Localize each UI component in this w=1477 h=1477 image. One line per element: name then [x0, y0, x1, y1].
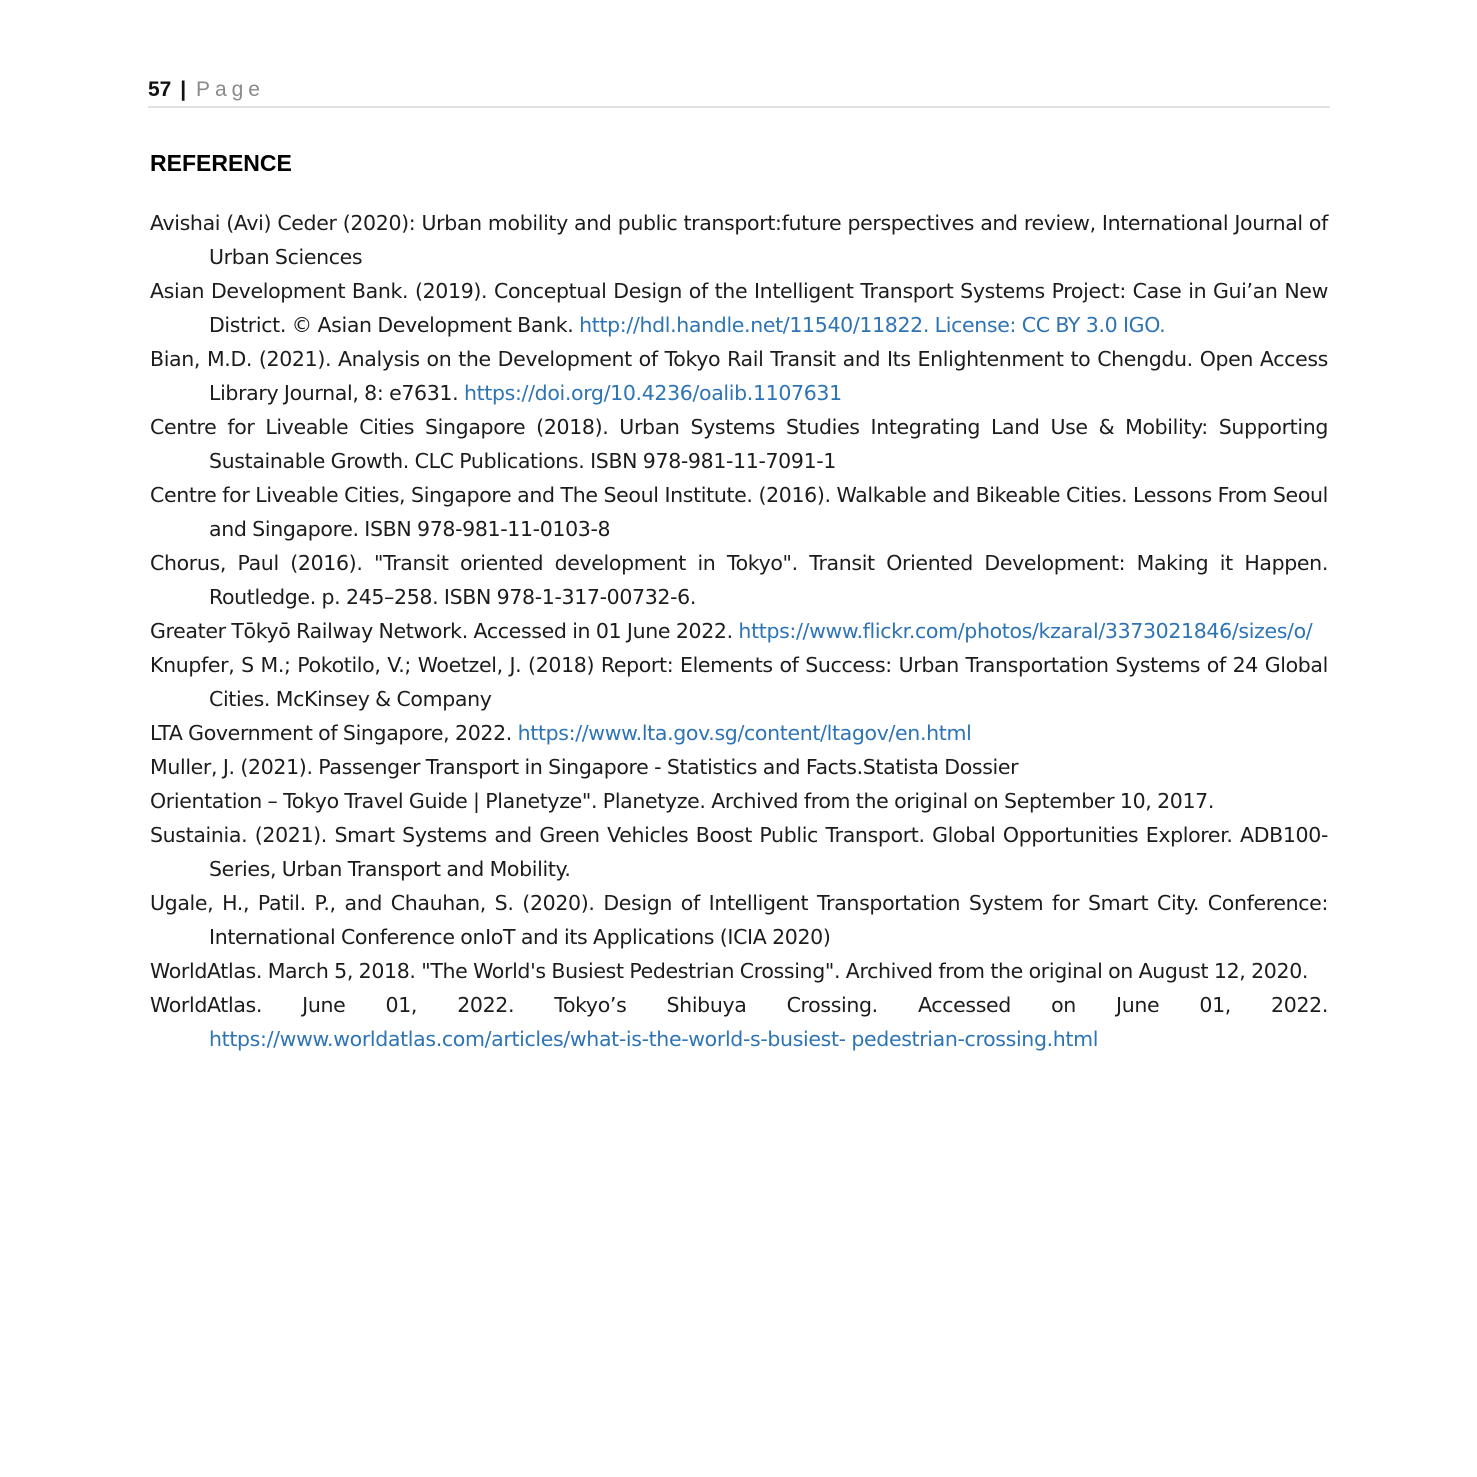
reference-text: Centre for Liveable Cities Singapore (2018). Urban Systems Studies Integrating Land Use & Mobility: Supporting Sustainable Growth. CLC Publications. ISBN 978-981-11-7091-1	[150, 415, 1328, 473]
reference-item	[150, 342, 1328, 410]
reference-item	[150, 818, 1328, 886]
reference-text: WorldAtlas. March 5, 2018. "The World's Busiest Pedestrian Crossing". Archived from the original on August 12, 2020.	[150, 959, 1309, 983]
reference-item	[150, 614, 1328, 648]
reference-link[interactable]: https://doi.org/10.4236/oalib.1107631	[463, 381, 842, 405]
reference-link[interactable]: http://hdl.handle.net/11540/11822. License: CC BY 3.0 IGO.	[579, 313, 1166, 337]
section-title: REFERENCE	[150, 150, 292, 176]
reference-text: Muller, J. (2021). Passenger Transport in Singapore - Statistics and Facts.Statista Dossier	[150, 755, 1019, 779]
reference-item	[150, 988, 1328, 1056]
reference-item	[150, 546, 1328, 614]
reference-text: Knupfer, S M.; Pokotilo, V.; Woetzel, J. (2018) Report: Elements of Success: Urban Transportation Systems of 24 Global Cities. McKinsey & Company	[150, 653, 1328, 711]
reference-item	[150, 886, 1328, 954]
reference-link[interactable]: https://www.flickr.com/photos/kzaral/3373021846/sizes/o/	[738, 619, 1313, 643]
reference-text: Sustainia. (2021). Smart Systems and Green Vehicles Boost Public Transport. Global Opportunities Explorer. ADB100-Series, Urban Transport and Mobility.	[150, 823, 1328, 881]
reference-link[interactable]: https://www.worldatlas.com/articles/what-is-the-world-s-busiest- pedestrian-crossing.html	[209, 1027, 1099, 1051]
reference-item	[150, 954, 1328, 988]
reference-text: LTA Government of Singapore, 2022.	[150, 721, 518, 745]
reference-text: Greater Tōkyō Railway Network. Accessed in 01 June 2022.	[150, 619, 739, 643]
page-header	[148, 76, 1330, 108]
reference-item	[150, 206, 1328, 274]
page-label: Page	[195, 78, 265, 101]
reference-text: Asian Development Bank. (2019). Conceptual Design of the Intelligent Transport Systems Project: Case in Gui’an New District. © Asian Development Bank.	[150, 279, 1328, 337]
reference-text: Avishai (Avi) Ceder (2020): Urban mobility and public transport:future perspectives and review, International Journal of Urban Sciences	[150, 211, 1328, 269]
reference-item	[150, 478, 1328, 546]
reference-item	[150, 648, 1328, 716]
page-number: 57	[148, 78, 172, 101]
reference-item	[150, 410, 1328, 478]
reference-link[interactable]: https://www.lta.gov.sg/content/ltagov/en.html	[517, 721, 972, 745]
reference-text: Bian, M.D. (2021). Analysis on the Development of Tokyo Rail Transit and Its Enlightenment to Chengdu. Open Access Library Journal, 8: e7631.	[150, 347, 1328, 405]
reference-list	[150, 206, 1328, 1056]
reference-text: Orientation – Tokyo Travel Guide | Planetyze". Planetyze. Archived from the original on September 10, 2017.	[150, 789, 1215, 813]
reference-item	[150, 716, 1328, 750]
reference-text: Centre for Liveable Cities, Singapore and The Seoul Institute. (2016). Walkable and Bikeable Cities. Lessons From Seoul and Singapore. ISBN 978-981-11-0103-8	[150, 483, 1328, 541]
reference-text: WorldAtlas. June 01, 2022. Tokyo’s Shibuya Crossing. Accessed on June 01, 2022.	[150, 993, 1328, 1017]
reference-item	[150, 274, 1328, 342]
reference-item	[150, 784, 1328, 818]
page-separator: |	[180, 78, 187, 101]
reference-text: Chorus, Paul (2016). "Transit oriented development in Tokyo". Transit Oriented Development: Making it Happen. Routledge. p. 245–258. ISBN 978-1-317-00732-6.	[150, 551, 1328, 609]
reference-text: Ugale, H., Patil. P., and Chauhan, S. (2020). Design of Intelligent Transportation System for Smart City. Conference: International Conference onIoT and its Applications (ICIA 2020)	[150, 891, 1328, 949]
reference-item	[150, 750, 1328, 784]
